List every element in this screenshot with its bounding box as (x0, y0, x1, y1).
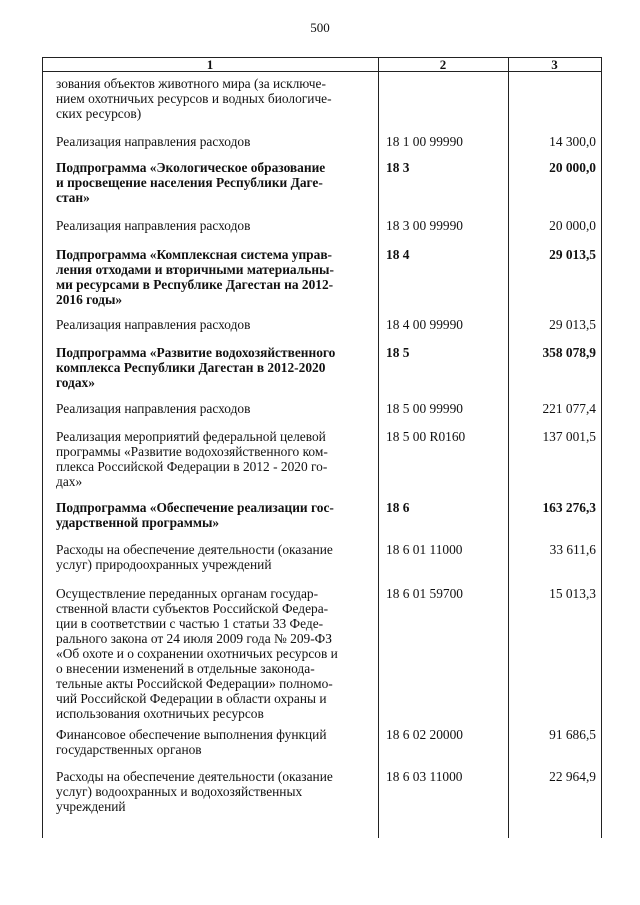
table-left-border (42, 58, 43, 838)
row-4-amount: 29 013,5 (549, 247, 596, 262)
row-6-amount: 358 078,9 (542, 345, 596, 360)
row-8-amount: 137 001,5 (542, 429, 596, 444)
row-10-name: Расходы на обеспечение деятельности (оказание услуг) природоохранных учреждений (56, 542, 333, 572)
row-3-amount: 20 000,0 (549, 218, 596, 233)
row-6-name: Подпрограмма «Развитие водохозяйственного комплекса Республики Дагестан в 2012-2020 годах» (56, 345, 336, 390)
row-0-name: зования объектов животного мира (за исключе- нием охотничьих ресурсов и водных биологиче- ских ресурсов) (56, 76, 332, 121)
row-13-amount: 22 964,9 (549, 769, 596, 784)
page-number: 500 (310, 20, 330, 35)
row-7-amount: 221 077,4 (542, 401, 596, 416)
row-11-name: Осуществление переданных органам государ- ственной власти субъектов Российской Федера- ции в соответствии с частью 1 статьи 33 Феде- рального закона от 24 июля 2009 года № 209-ФЗ «Об охоте и о сохранении охотничьих ресурсов и о внесении изменений в отдельные законода- тельные акты Российской Федерации» полномо- чий Российской Федерации в области охраны и использования охотничьих ресурсов (56, 586, 338, 721)
row-12-name: Финансовое обеспечение выполнения функций государственных органов (56, 727, 327, 757)
row-13-name: Расходы на обеспечение деятельности (оказание услуг) водоохранных и водохозяйственных учреждений (56, 769, 333, 814)
row-4-name: Подпрограмма «Комплексная система управ- ления отходами и вторичными материальны- ми ресурсами в Республике Дагестан на 2012- 2016 годы» (56, 247, 334, 307)
row-1-amount: 14 300,0 (549, 134, 596, 149)
row-2-amount: 20 000,0 (549, 160, 596, 175)
row-6-code: 18 5 (386, 345, 410, 360)
row-3-name: Реализация направления расходов (56, 218, 251, 233)
row-7-name: Реализация направления расходов (56, 401, 251, 416)
row-4-code: 18 4 (386, 247, 410, 262)
row-11-amount: 15 013,3 (549, 586, 596, 601)
row-8-code: 18 5 00 R0160 (386, 429, 466, 444)
col-divider-1 (378, 58, 379, 838)
table-right-border (601, 58, 602, 838)
row-2-name: Подпрограмма «Экологическое образование и просвещение населения Республики Даге- стан» (56, 160, 326, 205)
row-5-amount: 29 013,5 (549, 317, 596, 332)
row-12-amount: 91 686,5 (549, 727, 596, 742)
row-9-name: Подпрограмма «Обеспечение реализации гос- ударственной программы» (56, 500, 334, 530)
row-12-code: 18 6 02 20000 (386, 727, 463, 742)
row-1-name: Реализация направления расходов (56, 134, 251, 149)
row-1-code: 18 1 00 99990 (386, 134, 463, 149)
row-11-code: 18 6 01 59700 (386, 586, 463, 601)
row-13-code: 18 6 03 11000 (386, 769, 463, 784)
header-col-3: 3 (551, 57, 558, 72)
row-5-name: Реализация направления расходов (56, 317, 251, 332)
row-3-code: 18 3 00 99990 (386, 218, 463, 233)
header-col-1: 1 (206, 57, 214, 72)
row-9-amount: 163 276,3 (542, 500, 596, 515)
row-7-code: 18 5 00 99990 (386, 401, 463, 416)
row-9-code: 18 6 (386, 500, 410, 515)
col-divider-2 (508, 58, 509, 838)
row-5-code: 18 4 00 99990 (386, 317, 463, 332)
row-10-amount: 33 611,6 (549, 542, 596, 557)
row-2-code: 18 3 (386, 160, 410, 175)
row-8-name: Реализация мероприятий федеральной целевой программы «Развитие водохозяйственного ком- плекса Российской Федерации в 2012 - 2020 го- дах» (56, 429, 328, 489)
row-10-code: 18 6 01 11000 (386, 542, 463, 557)
header-col-2: 2 (439, 57, 447, 72)
